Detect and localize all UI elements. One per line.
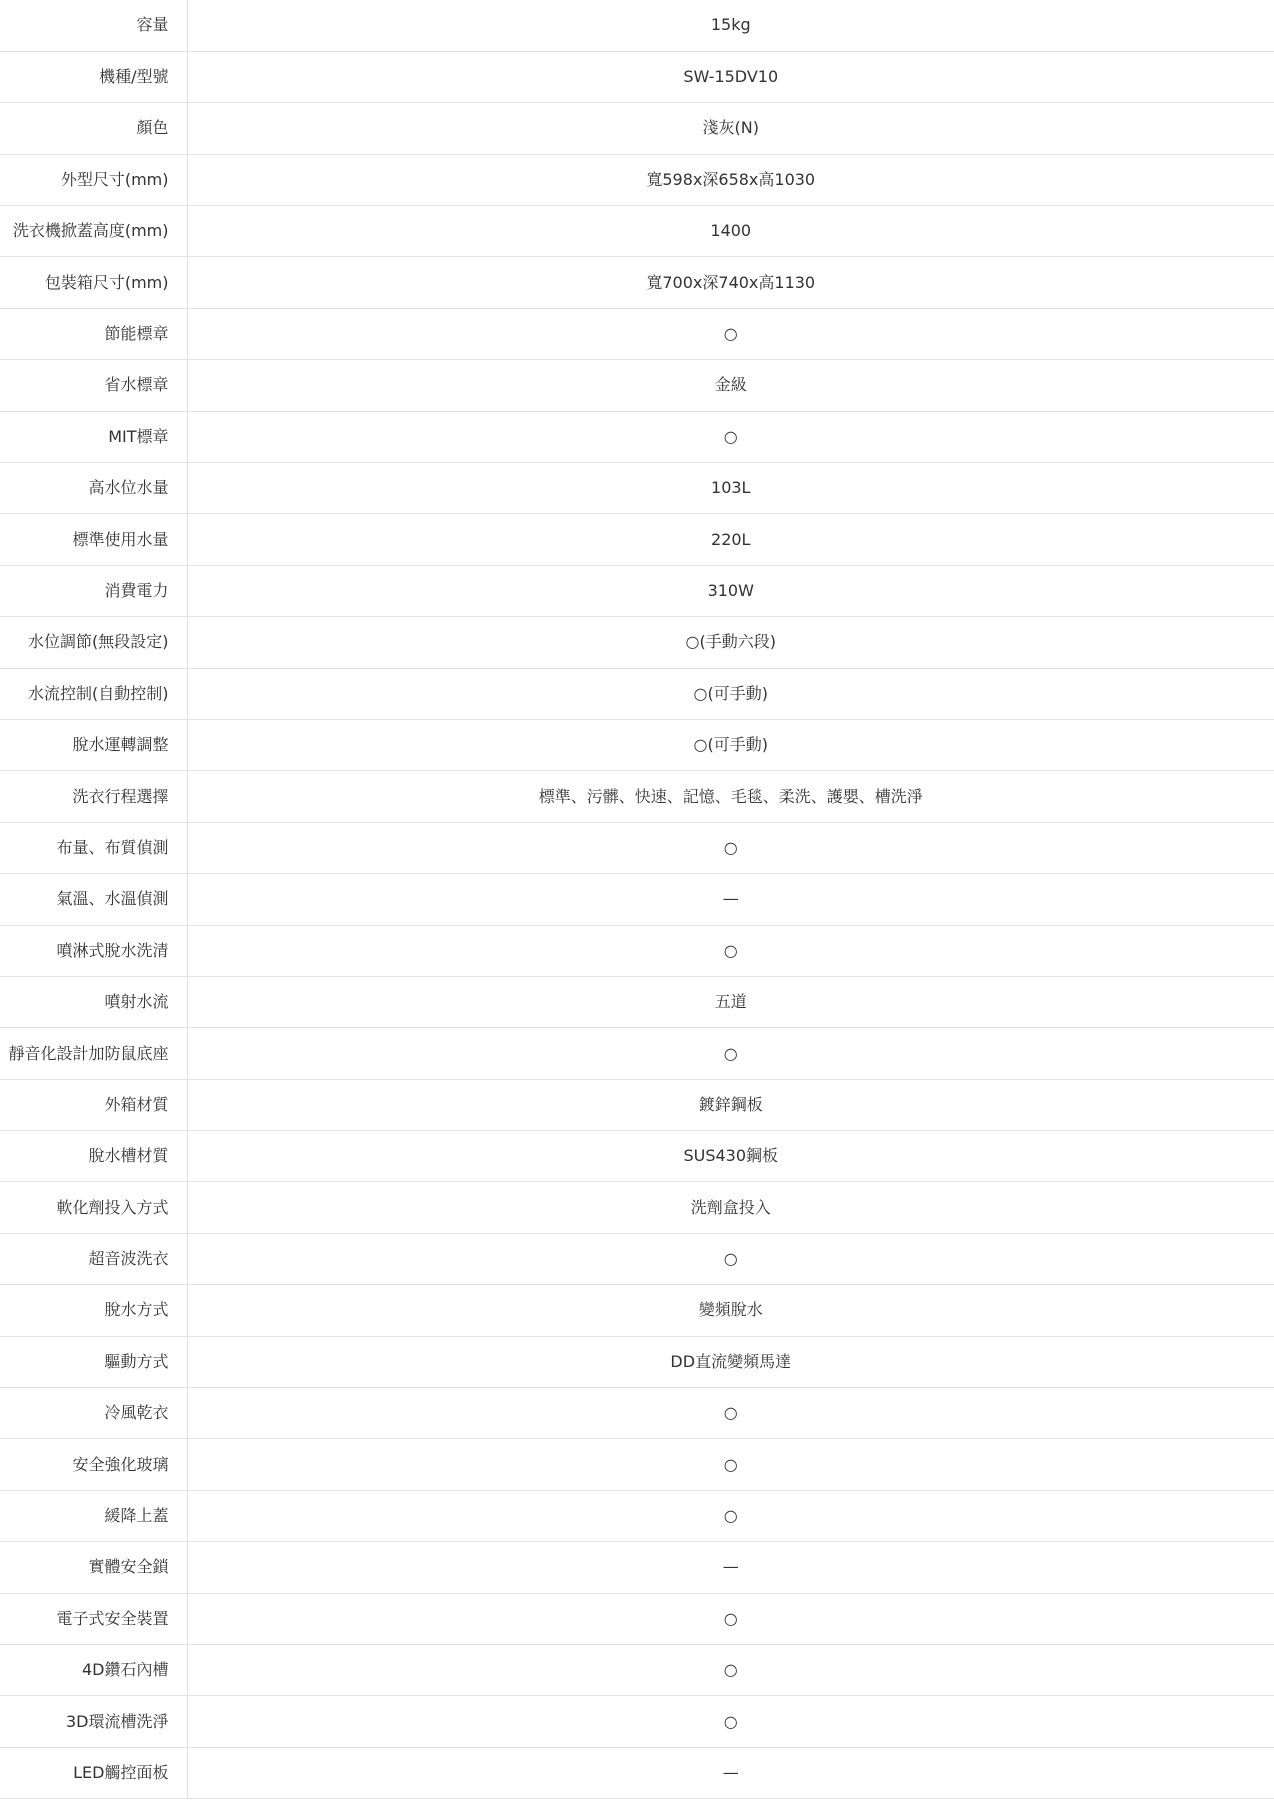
spec-value: 五道 — [187, 976, 1274, 1027]
spec-label: 外箱材質 — [0, 1079, 187, 1130]
spec-value: 淺灰(N) — [187, 103, 1274, 154]
spec-label: 噴淋式脫水洗清 — [0, 925, 187, 976]
spec-label: 脫水方式 — [0, 1285, 187, 1336]
spec-value: 洗劑盒投入 — [187, 1182, 1274, 1233]
spec-value: — — [187, 1747, 1274, 1798]
spec-label: 冷風乾衣 — [0, 1388, 187, 1439]
spec-value: ○ — [187, 1028, 1274, 1079]
spec-label: 消費電力 — [0, 565, 187, 616]
spec-value: 金級 — [187, 360, 1274, 411]
spec-row — [0, 1645, 1274, 1696]
spec-label: 顏色 — [0, 103, 187, 154]
spec-row — [0, 1079, 1274, 1130]
spec-value: ○ — [187, 1696, 1274, 1747]
spec-value: ○ — [187, 1593, 1274, 1644]
spec-row — [0, 257, 1274, 308]
spec-label: 靜音化設計加防鼠底座 — [0, 1028, 187, 1079]
spec-value: SW-15DV10 — [187, 51, 1274, 102]
spec-row — [0, 1439, 1274, 1490]
spec-row — [0, 1747, 1274, 1798]
spec-label: 布量、布質偵測 — [0, 822, 187, 873]
spec-row — [0, 463, 1274, 514]
spec-row — [0, 154, 1274, 205]
spec-value: 15kg — [187, 0, 1274, 51]
spec-row — [0, 1490, 1274, 1541]
spec-value: ○ — [187, 822, 1274, 873]
spec-row — [0, 103, 1274, 154]
spec-row — [0, 514, 1274, 565]
spec-value: ○(手動六段) — [187, 617, 1274, 668]
spec-row — [0, 822, 1274, 873]
spec-value: ○ — [187, 1645, 1274, 1696]
spec-row — [0, 1182, 1274, 1233]
spec-label: 標準使用水量 — [0, 514, 187, 565]
spec-label: 水位調節(無段設定) — [0, 617, 187, 668]
spec-label: 外型尺寸(mm) — [0, 154, 187, 205]
spec-label: LED觸控面板 — [0, 1747, 187, 1798]
spec-value: SUS430鋼板 — [187, 1131, 1274, 1182]
spec-value: 310W — [187, 565, 1274, 616]
spec-row — [0, 206, 1274, 257]
spec-label: 3D環流槽洗淨 — [0, 1696, 187, 1747]
spec-value: ○(可手動) — [187, 719, 1274, 770]
spec-label: 包裝箱尺寸(mm) — [0, 257, 187, 308]
spec-value: 鍍鋅鋼板 — [187, 1079, 1274, 1130]
spec-label: 水流控制(自動控制) — [0, 668, 187, 719]
spec-row — [0, 1131, 1274, 1182]
spec-row — [0, 976, 1274, 1027]
spec-row — [0, 0, 1274, 51]
spec-value: 103L — [187, 463, 1274, 514]
spec-row — [0, 565, 1274, 616]
spec-row — [0, 719, 1274, 770]
spec-value: 1400 — [187, 206, 1274, 257]
spec-row — [0, 1336, 1274, 1387]
spec-row — [0, 1542, 1274, 1593]
spec-label: 容量 — [0, 0, 187, 51]
spec-value: ○ — [187, 1490, 1274, 1541]
spec-label: 電子式安全裝置 — [0, 1593, 187, 1644]
spec-row — [0, 617, 1274, 668]
spec-label: 實體安全鎖 — [0, 1542, 187, 1593]
spec-row — [0, 51, 1274, 102]
spec-value: ○ — [187, 308, 1274, 359]
spec-label: 軟化劑投入方式 — [0, 1182, 187, 1233]
spec-row — [0, 1233, 1274, 1284]
spec-value: ○ — [187, 411, 1274, 462]
spec-label: 驅動方式 — [0, 1336, 187, 1387]
spec-row — [0, 668, 1274, 719]
spec-value: 220L — [187, 514, 1274, 565]
spec-value: — — [187, 1542, 1274, 1593]
spec-value: ○ — [187, 1233, 1274, 1284]
spec-value: 寬700x深740x高1130 — [187, 257, 1274, 308]
spec-value: DD直流變頻馬達 — [187, 1336, 1274, 1387]
spec-row — [0, 1593, 1274, 1644]
spec-label: 脫水運轉調整 — [0, 719, 187, 770]
spec-label: 緩降上蓋 — [0, 1490, 187, 1541]
spec-row — [0, 1285, 1274, 1336]
spec-row — [0, 1028, 1274, 1079]
spec-label: 洗衣機掀蓋高度(mm) — [0, 206, 187, 257]
spec-label: 機種/型號 — [0, 51, 187, 102]
spec-value: ○(可手動) — [187, 668, 1274, 719]
spec-label: 脫水槽材質 — [0, 1131, 187, 1182]
spec-row — [0, 1696, 1274, 1747]
spec-value: ○ — [187, 1388, 1274, 1439]
spec-label: 高水位水量 — [0, 463, 187, 514]
spec-label: 洗衣行程選擇 — [0, 771, 187, 822]
spec-row — [0, 308, 1274, 359]
spec-value: 變頻脫水 — [187, 1285, 1274, 1336]
spec-row — [0, 925, 1274, 976]
spec-label: 4D鑽石內槽 — [0, 1645, 187, 1696]
spec-row — [0, 360, 1274, 411]
spec-label: 省水標章 — [0, 360, 187, 411]
spec-label: 氣溫、水溫偵測 — [0, 874, 187, 925]
spec-label: MIT標章 — [0, 411, 187, 462]
spec-value: 標準、污髒、快速、記憶、毛毯、柔洗、護嬰、槽洗淨 — [187, 771, 1274, 822]
spec-label: 安全強化玻璃 — [0, 1439, 187, 1490]
spec-row — [0, 874, 1274, 925]
spec-value: ○ — [187, 1439, 1274, 1490]
spec-row — [0, 1388, 1274, 1439]
spec-row — [0, 771, 1274, 822]
spec-value: ○ — [187, 925, 1274, 976]
spec-row — [0, 411, 1274, 462]
spec-value: 寬598x深658x高1030 — [187, 154, 1274, 205]
spec-label: 超音波洗衣 — [0, 1233, 187, 1284]
spec-value: — — [187, 874, 1274, 925]
spec-label: 節能標章 — [0, 308, 187, 359]
spec-label: 噴射水流 — [0, 976, 187, 1027]
